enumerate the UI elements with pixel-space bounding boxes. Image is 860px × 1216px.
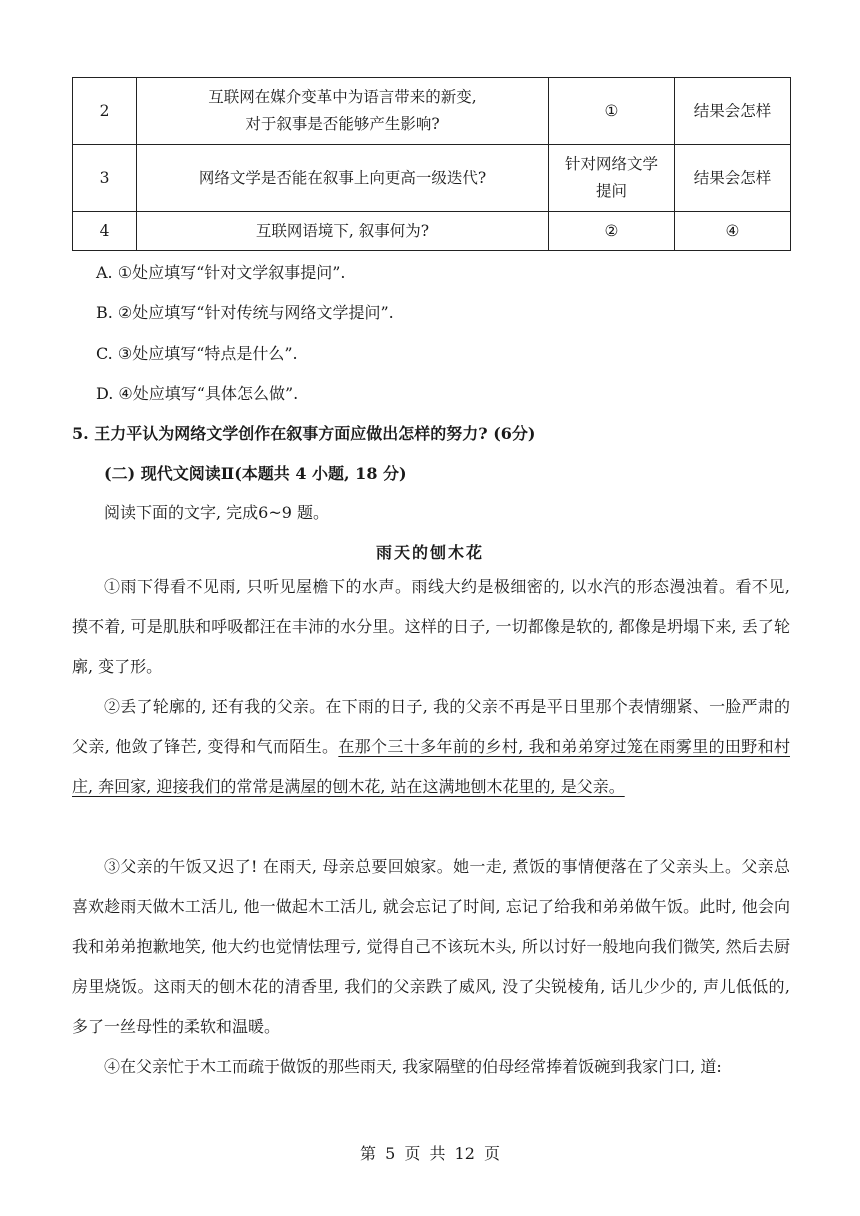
target-line: ② [604,221,619,240]
passage-title: 雨天的刨木花 [375,543,484,562]
paragraph-2 [72,687,790,807]
question-cell [137,212,549,251]
page-footer: 第 5 页 共 12 页 [360,1144,500,1163]
paragraph-4: ④在父亲忙于木工而疏于做饭的那些雨天, 我家隔壁的伯母经常捧着饭碗到我家门口, 道: [104,1057,722,1076]
question-cell [137,145,549,212]
question-line: 互联网语境下, 叙事何为? [255,221,430,240]
row-number: 3 [73,145,137,212]
row-number: 2 [73,78,137,145]
instruction-text: 阅读下面的文字, 完成6~9 题。 [104,503,330,522]
target-cell [549,212,675,251]
option-d: D. ④处应填写“具体怎么做”. [96,384,299,403]
question-cell [137,78,549,145]
underlined-sentence: 在那个三十多年前的乡村, 我和弟弟穿过笼在雨雾里的田野和村庄, 奔回家, 迎接我们的常常是满屋的刨木花, 站在这满地刨木花里的, 是父亲。 [72,737,790,796]
target-cell [549,78,675,145]
result-cell: 结果会怎样 [675,145,791,212]
question-line: 对于叙事是否能够产生影响? [245,115,440,133]
target-line: 针对网络文学 [564,155,658,173]
result-cell: 结果会怎样 [675,78,791,145]
question-table [72,77,791,251]
option-c: C. ③处应填写“特点是什么”. [96,344,298,363]
target-cell [549,145,675,212]
option-a: A. ①处应填写“针对文学叙事提问”. [96,263,346,282]
question-line: 网络文学是否能在叙事上向更高一级迭代? [198,168,487,187]
paragraph-3: ③父亲的午饭又迟了! 在雨天, 母亲总要回娘家。她一走, 煮饭的事情便落在了父亲头上。父亲总喜欢趁雨天做木工活儿, 他一做起木工活儿, 就会忘记了时间, 忘记了给我和弟弟做午饭。此时, 他会向我和弟弟抱歉地笑, 他大约也觉情怯理亏, 觉得自己不该玩木头, 所以讨好一般地向我们微笑, 然后去厨房里烧饭。这雨天的刨木花的清香里, 我们的父亲跌了威风, 没了尖锐棱角, 话儿少少的, 声儿低低的, 多了一丝母性的柔软和温暖。 [72,857,790,1036]
question-line: 互联网在媒介变革中为语言带来的新变, [208,88,477,106]
row-number: 4 [73,212,137,251]
table-row [73,78,791,145]
paragraph-2-text: ②丢了轮廓的, 还有我的父亲。在下雨的日子, 我的父亲不再是平日里那个表情绷紧、一脸严肃的父亲, 他敛了锋芒, 变得和气而陌生。 [72,697,790,756]
option-b: B. ②处应填写“针对传统与网络文学提问”. [96,303,394,322]
section-heading: (二) 现代文阅读Ⅱ(本题共 4 小题, 18 分) [104,464,407,483]
table-row [73,212,791,251]
result-cell: ④ [675,212,791,251]
target-line: ① [604,101,619,120]
table-row [73,145,791,212]
target-line: 提问 [595,182,627,200]
paragraph-1: ①雨下得看不见雨, 只听见屋檐下的水声。雨线大约是极细密的, 以水汽的形态漫浊着。看不见, 摸不着, 可是肌肤和呼吸都汪在丰沛的水分里。这样的日子, 一切都像是软的, 都像是坍塌下来, 丢了轮廓, 变了形。 [72,577,790,676]
question-5: 5. 王力平认为网络文学创作在叙事方面应做出怎样的努力? (6分) [72,424,536,443]
